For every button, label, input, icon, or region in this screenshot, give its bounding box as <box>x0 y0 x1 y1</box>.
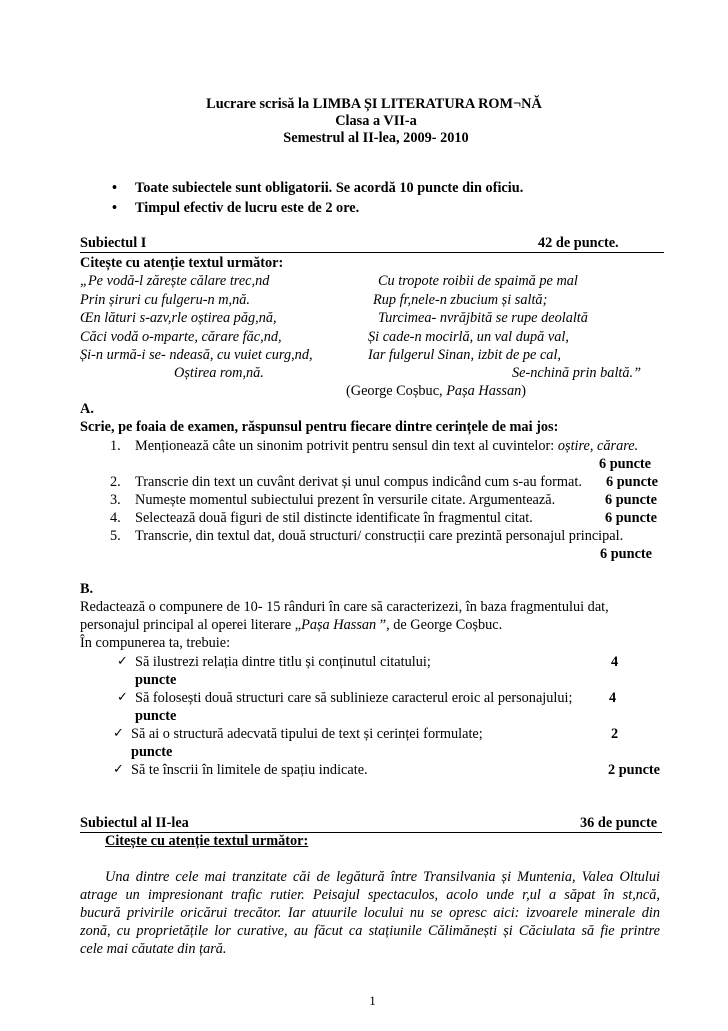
section2-points: 36 de puncte <box>580 815 658 831</box>
checkmark-icon: ✓ <box>113 762 124 777</box>
instruction-bullet: • <box>112 180 118 196</box>
criterion-text: Să te înscrii în limitele de spațiu indicate. <box>131 762 368 778</box>
task-text: Selectează două figuri de stil distincte identificate în fragmentul citat. <box>135 510 533 526</box>
task-number: 3. <box>110 492 121 508</box>
instruction-item: Toate subiectele sunt obligatorii. Se acordă 10 puncte din oficiu. <box>135 180 524 196</box>
criterion-points: 2 puncte <box>608 762 661 778</box>
checkmark-icon: ✓ <box>117 654 128 669</box>
criterion-points: 2 <box>611 726 619 742</box>
checkmark-icon: ✓ <box>117 690 128 705</box>
criterion-points-unit: puncte <box>135 708 177 724</box>
paragraph-line: Una dintre cele mai tranzitate căi de legătură între Transilvania și Muntenia, Valea Oltului <box>105 869 660 885</box>
checkmark-icon: ✓ <box>113 726 124 741</box>
task-points: 6 puncte <box>605 492 658 508</box>
task-points: 6 puncte <box>606 474 659 490</box>
document-title: Lucrare scrisă la LIMBA ȘI LITERATURA ROM¬NĂ <box>206 96 542 112</box>
poem-line-right: Și cade-n mocirlă, un val după val, <box>368 329 569 345</box>
criterion-points-unit: puncte <box>135 672 177 688</box>
task-number: 2. <box>110 474 121 490</box>
poem-source: (George Coșbuc, Pașa Hassan) <box>346 383 527 399</box>
poem-line-right: Iar fulgerul Sinan, izbit de pe cal, <box>368 347 561 363</box>
poem-line-right: Turcimea- nvrăjbită se rupe deolaltă <box>378 310 588 326</box>
task-points: 6 puncte <box>605 510 658 526</box>
part-b-text: În compunerea ta, trebuie: <box>80 635 231 651</box>
poem-line-left: „Pe vodă-l zărește călare trec,nd <box>80 273 270 289</box>
criterion-text: Să folosești două structuri care să sublinieze caracterul eroic al personajului; <box>135 690 573 706</box>
instruction-bullet: • <box>112 200 118 216</box>
paragraph-line: cele mai căutate din țară. <box>80 941 227 957</box>
criterion-text: Să ilustrezi relația dintre titlu și conținutul citatului; <box>135 654 431 670</box>
task-text: Menționează câte un sinonim potrivit pentru sensul din text al cuvintelor: oștire, cărare. <box>135 438 639 454</box>
task-number: 5. <box>110 528 121 544</box>
poem-line-left: Și-n urmă-i se- ndeasă, cu vuiet curg,nd, <box>80 347 313 363</box>
part-b-label: B. <box>80 581 94 597</box>
criterion-points: 4 <box>611 654 619 670</box>
task-points: 6 puncte <box>599 456 652 472</box>
poem-line-left: Oștirea rom,nă. <box>174 365 264 381</box>
paragraph-line: atrage un impresionant trafic rutier. Peisajul spectaculos, acolo unde r,ul a săpat în st,ncă, <box>80 887 660 903</box>
section2-read-instruction: Citește cu atenție textul următor: <box>105 833 309 849</box>
paragraph-line: zonă, cu proprietățile lor curative, au făcut ca stațiunile Călimănești și Căciulata să fie printre <box>80 923 660 939</box>
part-a-instruction: Scrie, pe foaia de examen, răspunsul pentru fiecare dintre cerințele de mai jos: <box>80 419 559 435</box>
criterion-text: Să ai o structură adecvată tipului de text și cerinței formulate; <box>131 726 483 742</box>
section1-underline <box>80 252 664 253</box>
poem-line-right: Se-nchină prin baltă.” <box>512 365 642 381</box>
task-text: Transcrie, din textul dat, două structuri/ construcții care prezintă personajul principal. <box>135 528 624 544</box>
section1-points: 42 de puncte. <box>538 235 619 251</box>
page-number: 1 <box>369 993 376 1008</box>
task-number: 1. <box>110 438 121 454</box>
instruction-item: Timpul efectiv de lucru este de 2 ore. <box>135 200 360 216</box>
section1-read-instruction: Citește cu atenție textul următor: <box>80 255 284 271</box>
part-b-text: Redactează o compunere de 10- 15 rânduri în care să caracterizezi, în baza fragmentului dat, <box>80 599 609 615</box>
criterion-points: 4 <box>609 690 617 706</box>
paragraph-line: bucură privirile oricărui trecător. Iar atuurile locului nu se opresc aici: izvoarele minerale din <box>80 905 660 921</box>
task-number: 4. <box>110 510 121 526</box>
semester-line: Semestrul al II-lea, 2009- 2010 <box>283 130 469 146</box>
poem-line-left: Œn lături s-azv,rle oștirea păg,nă, <box>80 310 277 326</box>
section2-title: Subiectul al II-lea <box>80 815 189 831</box>
poem-line-right: Cu tropote roibii de spaimă pe mal <box>378 273 578 289</box>
criterion-points-unit: puncte <box>131 744 173 760</box>
section1-title: Subiectul I <box>80 235 147 251</box>
task-points: 6 puncte <box>600 546 653 562</box>
task-text: Transcrie din text un cuvânt derivat și unul compus indicând cum s-au format. <box>135 474 582 490</box>
poem-line-right: Rup fr,nele-n zbucium și saltă; <box>373 292 548 308</box>
poem-line-left: Căci vodă o-mparte, cărare făc,nd, <box>80 329 282 345</box>
part-a-label: A. <box>80 401 94 417</box>
class-line: Clasa a VII-a <box>335 113 417 129</box>
task-text: Numește momentul subiectului prezent în versurile citate. Argumentează. <box>135 492 556 508</box>
part-b-text: personajul principal al operei literare „Pașa Hassan ”, de George Coșbuc. <box>80 617 503 633</box>
poem-line-left: Prin șiruri cu fulgeru-n m,nă. <box>80 292 250 308</box>
